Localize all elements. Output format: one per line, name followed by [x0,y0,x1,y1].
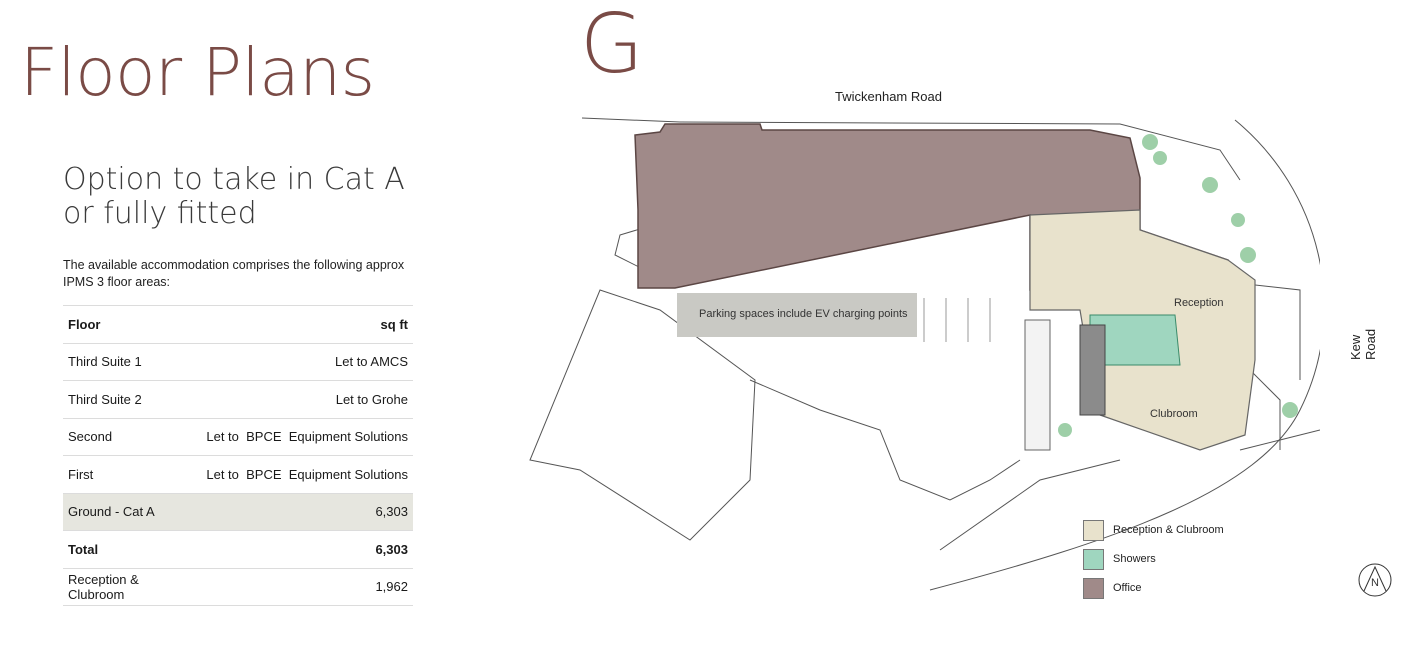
row-floor: Second [68,429,113,445]
bike-store [1025,320,1050,450]
north-label: N [1371,577,1379,589]
legend-swatch [1083,520,1104,541]
legend-item-showers [1083,548,1224,570]
table-row [63,343,413,381]
stair-core [1080,325,1105,415]
total-area: 6,303 [375,541,408,557]
reception-label: Reception [1174,297,1224,309]
floor-areas-table [63,305,413,606]
legend-swatch [1083,578,1104,599]
legend-swatch [1083,549,1104,570]
shrub [1231,213,1245,227]
row-floor: Reception & Clubroom [68,571,139,602]
legend-label: Showers [1113,553,1156,565]
parking-bay-lines [924,298,990,342]
subtitle-line-2: or fully fitted [63,196,257,231]
total-floor: Total [68,541,99,557]
road-label-twickenham: Twickenham Road [835,89,942,104]
floor-letter: G [580,0,644,92]
table-header-row [63,306,413,344]
row-area: Let to Grohe [335,391,408,407]
header-floor: Floor [68,316,101,332]
row-area: Let to AMCS [335,354,408,370]
shrub [1153,151,1167,165]
header-area: sq ft [380,316,408,332]
table-row [63,418,413,456]
legend-item-office [1083,577,1224,599]
table-row [63,568,413,606]
shrub [1058,423,1072,437]
row-floor: Third Suite 2 [68,391,142,407]
row-area: 1,962 [375,579,408,595]
table-row-highlighted [63,493,413,531]
plan-legend [1083,519,1224,606]
parking-label: Parking spaces include EV charging points [699,308,908,320]
legend-label: Office [1113,582,1142,594]
shrub [1202,177,1218,193]
row-area: Let to BPCE Equipment Solutions [206,429,408,445]
row-floor: Third Suite 1 [68,354,142,370]
table-row [63,381,413,419]
table-total-row [63,531,413,569]
shrub [1282,402,1298,418]
intro-text: The available accommodation comprises the following approx IPMS 3 floor areas: [63,258,405,289]
site-boundary-line [750,380,1020,500]
shrub [1240,247,1256,263]
clubroom-label: Clubroom [1150,408,1198,420]
row-floor: Ground - Cat A [63,493,201,531]
north-arrow-icon [1358,563,1392,597]
row-floor: First [68,466,94,482]
site-boundary-line [582,118,680,122]
shrub [1142,134,1158,150]
row-area: 6,303 [201,493,413,531]
road-label-kew: Kew Road [1348,328,1378,360]
page-title: Floor Plans [20,34,375,111]
table-row [63,456,413,494]
page-subtitle [63,163,423,231]
legend-label: Reception & Clubroom [1113,524,1224,536]
subtitle-line-1: Option to take in Cat A [63,162,405,197]
legend-item-reception [1083,519,1224,541]
row-area: Let to BPCE Equipment Solutions [206,466,408,482]
